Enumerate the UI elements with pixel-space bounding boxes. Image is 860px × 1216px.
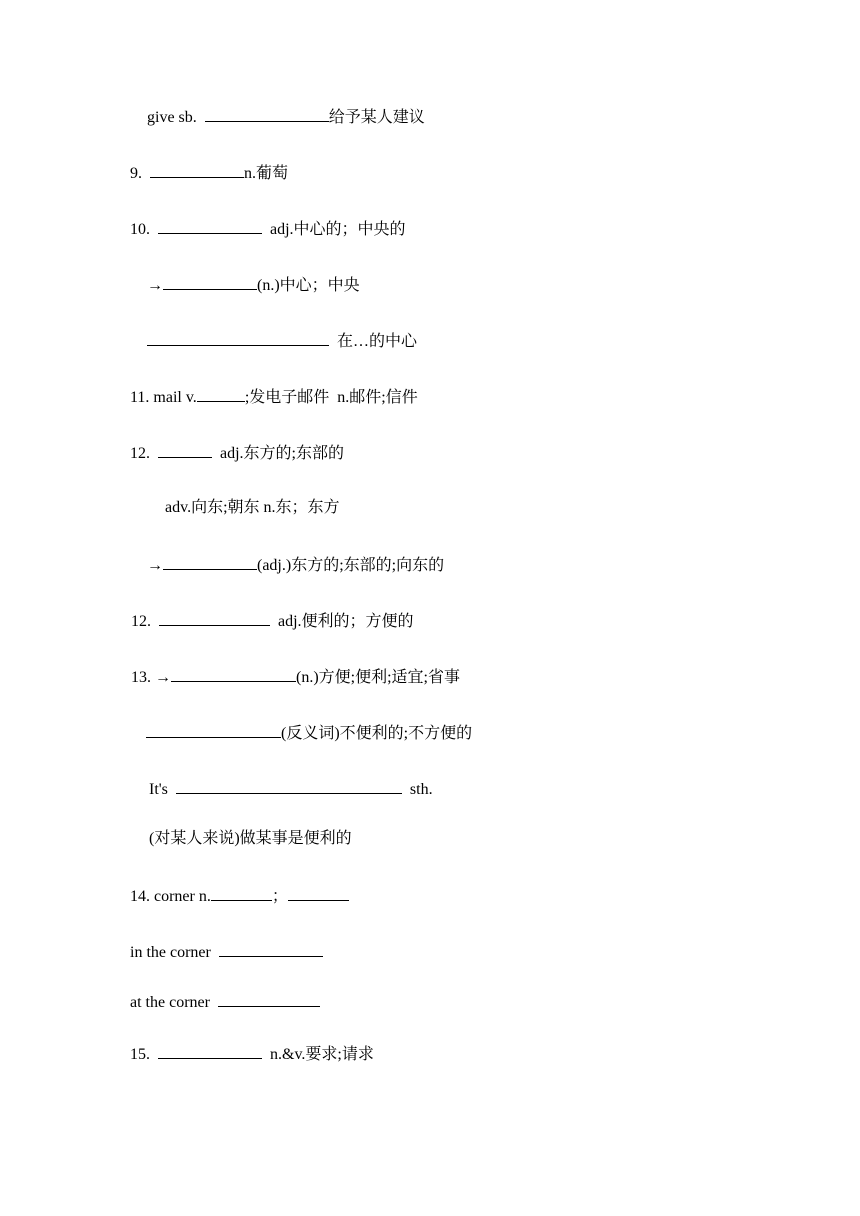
line-12-east: 12. adj.东方的;东部的 (130, 442, 344, 464)
line-inconvenient: (反义词)不便利的;不方便的 (146, 722, 472, 744)
answer-blank[interactable] (147, 330, 329, 346)
answer-blank[interactable] (146, 722, 281, 738)
line-12-convenient: 12. adj.便利的；方便的 (131, 610, 414, 632)
answer-blank[interactable] (150, 162, 244, 178)
answer-blank[interactable] (288, 885, 349, 901)
line-14-corner: 14. corner n. ； (130, 885, 349, 907)
line-10-central: 10. adj.中心的；中央的 (130, 218, 406, 240)
answer-blank[interactable] (211, 885, 272, 901)
answer-blank[interactable] (163, 274, 257, 290)
answer-blank[interactable] (176, 778, 402, 794)
answer-blank[interactable] (159, 610, 270, 626)
line-give-advice: give sb. 给予某人建议 (147, 106, 425, 128)
line-in-the-corner: in the corner (130, 941, 323, 963)
line-in-the-center-of: 在…的中心 (147, 330, 417, 352)
line-center-noun: → (n.)中心；中央 (147, 274, 360, 296)
line-9-grape: 9. n.葡萄 (130, 162, 288, 184)
line-eastern: → (adj.)东方的;东部的;向东的 (147, 554, 444, 576)
answer-blank[interactable] (219, 941, 323, 957)
answer-blank[interactable] (197, 386, 245, 402)
line-11-mail: 11. mail v. ;发电子邮件 n.邮件;信件 (130, 386, 418, 408)
answer-blank[interactable] (163, 554, 257, 570)
answer-blank[interactable] (158, 442, 212, 458)
line-15-request: 15. n.&v.要求;请求 (130, 1043, 374, 1065)
line-at-the-corner: at the corner (130, 991, 320, 1013)
line-its-convenient: It's sth. (149, 778, 433, 800)
answer-blank[interactable] (205, 106, 329, 122)
answer-blank[interactable] (158, 1043, 262, 1059)
line-east-adv-noun: adv.向东;朝东 n.东；东方 (165, 499, 340, 516)
answer-blank[interactable] (171, 666, 296, 682)
answer-blank[interactable] (218, 991, 320, 1007)
line-13-convenience: 13. → (n.)方便;便利;适宜;省事 (131, 666, 460, 688)
answer-blank[interactable] (158, 218, 262, 234)
line-its-convenient-meaning: (对某人来说)做某事是便利的 (149, 830, 352, 847)
